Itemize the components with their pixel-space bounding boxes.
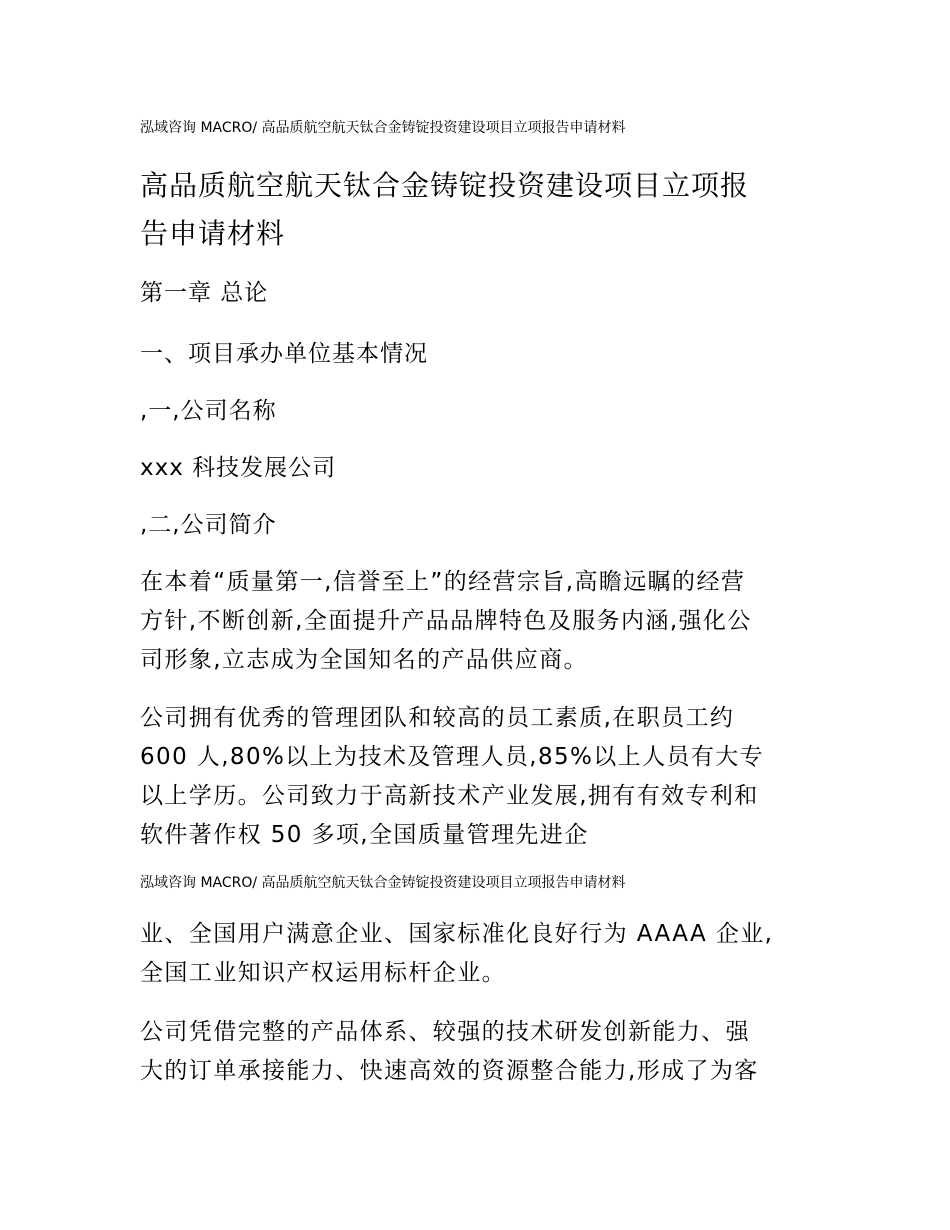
paragraph-line: 公司凭借完整的产品体系、较强的技术研发创新能力、强 — [140, 1019, 750, 1045]
paragraph-line: 大的订单承接能力、快速高效的资源整合能力,形成了为客 — [140, 1058, 759, 1084]
subsection-heading: ,一,公司名称 — [140, 398, 277, 424]
subsection-heading: ,二,公司简介 — [140, 512, 277, 538]
paragraph-line: 公司拥有优秀的管理团队和较高的员工素质,在职员工约 — [140, 705, 735, 731]
running-header: 泓域咨询 MACRO/ 高品质航空航天钛合金铸锭投资建设项目立项报告申请材料 — [140, 875, 626, 891]
company-name: xxx 科技发展公司 — [140, 455, 337, 481]
paragraph-line: 业、全国用户满意企业、国家标准化良好行为 AAAA 企业, — [140, 921, 774, 947]
running-header: 泓域咨询 MACRO/ 高品质航空航天钛合金铸锭投资建设项目立项报告申请材料 — [140, 120, 626, 136]
document-title — [140, 162, 820, 258]
paragraph-line: 司形象,立志成为全国知名的产品供应商。 — [140, 647, 588, 673]
paragraph — [140, 699, 820, 855]
paragraph-line: 在本着“质量第一,信誉至上”的经营宗旨,高瞻远瞩的经营 — [140, 569, 746, 595]
chapter-heading: 第一章 总论 — [140, 280, 269, 306]
paragraph-line: 方针,不断创新,全面提升产品品牌特色及服务内涵,强化公 — [140, 608, 752, 634]
section-heading: 一、项目承办单位基本情况 — [140, 341, 428, 367]
paragraph-line: 全国工业知识产权运用标杆企业。 — [140, 960, 506, 986]
paragraph — [140, 563, 820, 680]
title-line: 高品质航空航天钛合金铸锭投资建设项目立项报 — [140, 169, 750, 202]
title-line: 告申请材料 — [140, 217, 286, 250]
paragraph-line: 软件著作权 50 多项,全国质量管理先进企 — [140, 822, 589, 848]
paragraph-line: 以上学历。公司致力于高新技术产业发展,拥有有效专利和 — [140, 783, 759, 809]
paragraph-line: 600 人,80%以上为技术及管理人员,85%以上人员有大专 — [140, 744, 765, 770]
paragraph — [140, 1013, 820, 1091]
paragraph — [140, 915, 820, 993]
